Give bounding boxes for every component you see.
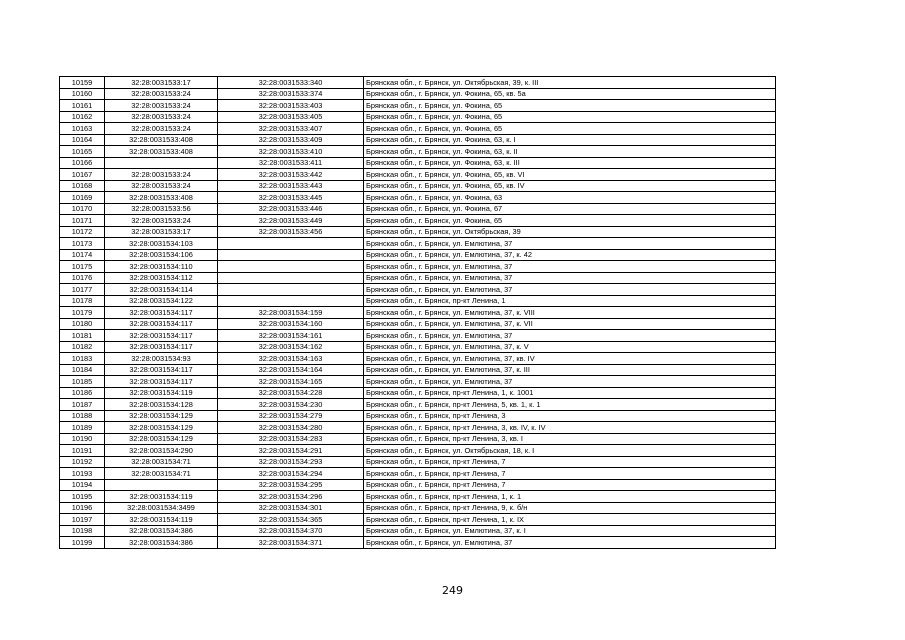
address-cell: Брянская обл., г. Брянск, ул. Емлютина, 37, к. VIII <box>364 307 776 319</box>
parent-cadastral-number-cell: 32:28:0031533:408 <box>105 192 218 204</box>
cadastral-number-cell: 32:28:0031534:163 <box>218 353 364 365</box>
parent-cadastral-number-cell: 32:28:0031534:106 <box>105 249 218 261</box>
cadastral-number-cell: 32:28:0031534:228 <box>218 387 364 399</box>
cadastral-number-cell <box>218 261 364 273</box>
row-number-cell: 10187 <box>60 399 105 411</box>
cadastral-number-cell: 32:28:0031533:409 <box>218 134 364 146</box>
cadastral-number-cell: 32:28:0031533:403 <box>218 100 364 112</box>
cadastral-number-cell <box>218 249 364 261</box>
row-number-cell: 10186 <box>60 387 105 399</box>
table-row <box>60 318 776 330</box>
cadastral-number-cell: 32:28:0031534:295 <box>218 479 364 491</box>
cadastral-number-cell: 32:28:0031534:296 <box>218 491 364 503</box>
parent-cadastral-number-cell: 32:28:0031534:129 <box>105 422 218 434</box>
cadastral-number-cell: 32:28:0031533:407 <box>218 123 364 135</box>
cadastral-number-cell: 32:28:0031534:294 <box>218 468 364 480</box>
cadastral-number-cell: 32:28:0031533:374 <box>218 88 364 100</box>
address-cell: Брянская обл., г. Брянск, ул. Фокина, 65 <box>364 123 776 135</box>
table-row <box>60 226 776 238</box>
row-number-cell: 10166 <box>60 157 105 169</box>
row-number-cell: 10184 <box>60 364 105 376</box>
cadastral-number-cell: 32:28:0031534:161 <box>218 330 364 342</box>
table-body <box>60 77 776 549</box>
cadastral-number-cell: 32:28:0031534:159 <box>218 307 364 319</box>
row-number-cell: 10194 <box>60 479 105 491</box>
parent-cadastral-number-cell: 32:28:0031533:17 <box>105 77 218 89</box>
address-cell: Брянская обл., г. Брянск, ул. Емлютина, 37, к. VII <box>364 318 776 330</box>
address-cell: Брянская обл., г. Брянск, ул. Фокина, 65, кв. 5а <box>364 88 776 100</box>
row-number-cell: 10163 <box>60 123 105 135</box>
address-cell: Брянская обл., г. Брянск, ул. Фокина, 65 <box>364 100 776 112</box>
row-number-cell: 10159 <box>60 77 105 89</box>
parent-cadastral-number-cell: 32:28:0031533:408 <box>105 146 218 158</box>
page-number: 249 <box>442 584 463 597</box>
parent-cadastral-number-cell: 32:28:0031533:408 <box>105 134 218 146</box>
row-number-cell: 10179 <box>60 307 105 319</box>
table-row <box>60 387 776 399</box>
row-number-cell: 10162 <box>60 111 105 123</box>
address-cell: Брянская обл., г. Брянск, ул. Фокина, 63, к. I <box>364 134 776 146</box>
parent-cadastral-number-cell: 32:28:0031534:71 <box>105 456 218 468</box>
address-cell: Брянская обл., г. Брянск, пр-кт Ленина, 7 <box>364 456 776 468</box>
table-row <box>60 295 776 307</box>
parent-cadastral-number-cell: 32:28:0031533:24 <box>105 100 218 112</box>
table-row <box>60 341 776 353</box>
address-cell: Брянская обл., г. Брянск, пр-кт Ленина, 3, кв. IV, к. IV <box>364 422 776 434</box>
row-number-cell: 10165 <box>60 146 105 158</box>
table-row <box>60 525 776 537</box>
parent-cadastral-number-cell: 32:28:0031534:117 <box>105 341 218 353</box>
address-cell: Брянская обл., г. Брянск, ул. Емлютина, 37 <box>364 537 776 549</box>
row-number-cell: 10170 <box>60 203 105 215</box>
row-number-cell: 10197 <box>60 514 105 526</box>
parent-cadastral-number-cell: 32:28:0031534:3499 <box>105 502 218 514</box>
cadastral-number-cell <box>218 284 364 296</box>
parent-cadastral-number-cell: 32:28:0031534:71 <box>105 468 218 480</box>
table-row <box>60 468 776 480</box>
table-row <box>60 157 776 169</box>
parent-cadastral-number-cell: 32:28:0031534:122 <box>105 295 218 307</box>
row-number-cell: 10164 <box>60 134 105 146</box>
table-row <box>60 272 776 284</box>
parent-cadastral-number-cell: 32:28:0031534:103 <box>105 238 218 250</box>
row-number-cell: 10181 <box>60 330 105 342</box>
table-row <box>60 249 776 261</box>
cadastral-number-cell: 32:28:0031534:280 <box>218 422 364 434</box>
row-number-cell: 10178 <box>60 295 105 307</box>
row-number-cell: 10160 <box>60 88 105 100</box>
row-number-cell: 10173 <box>60 238 105 250</box>
address-cell: Брянская обл., г. Брянск, пр-кт Ленина, 7 <box>364 479 776 491</box>
address-cell: Брянская обл., г. Брянск, ул. Емлютина, 37 <box>364 261 776 273</box>
table-row <box>60 353 776 365</box>
cadastral-number-cell: 32:28:0031534:230 <box>218 399 364 411</box>
row-number-cell: 10195 <box>60 491 105 503</box>
cadastral-number-cell: 32:28:0031534:301 <box>218 502 364 514</box>
address-cell: Брянская обл., г. Брянск, ул. Емлютина, 37 <box>364 330 776 342</box>
address-cell: Брянская обл., г. Брянск, ул. Емлютина, 37 <box>364 272 776 284</box>
row-number-cell: 10189 <box>60 422 105 434</box>
row-number-cell: 10183 <box>60 353 105 365</box>
parent-cadastral-number-cell <box>105 479 218 491</box>
table-row <box>60 238 776 250</box>
address-cell: Брянская обл., г. Брянск, пр-кт Ленина, 1, к. 1 <box>364 491 776 503</box>
cadastral-number-cell: 32:28:0031534:283 <box>218 433 364 445</box>
table-row <box>60 203 776 215</box>
address-cell: Брянская обл., г. Брянск, пр-кт Ленина, 5, кв. 1, к. 1 <box>364 399 776 411</box>
parent-cadastral-number-cell: 32:28:0031534:386 <box>105 525 218 537</box>
parent-cadastral-number-cell: 32:28:0031534:128 <box>105 399 218 411</box>
parent-cadastral-number-cell: 32:28:0031533:17 <box>105 226 218 238</box>
cadastral-number-cell: 32:28:0031533:411 <box>218 157 364 169</box>
row-number-cell: 10161 <box>60 100 105 112</box>
address-cell: Брянская обл., г. Брянск, ул. Фокина, 67 <box>364 203 776 215</box>
parent-cadastral-number-cell: 32:28:0031534:117 <box>105 376 218 388</box>
address-cell: Брянская обл., г. Брянск, ул. Емлютина, 37, кв. IV <box>364 353 776 365</box>
cadastral-number-cell: 32:28:0031533:445 <box>218 192 364 204</box>
parent-cadastral-number-cell: 32:28:0031533:24 <box>105 169 218 181</box>
parent-cadastral-number-cell: 32:28:0031534:110 <box>105 261 218 273</box>
address-cell: Брянская обл., г. Брянск, пр-кт Ленина, 9, к. б/н <box>364 502 776 514</box>
table-row <box>60 215 776 227</box>
table-row <box>60 111 776 123</box>
table-row <box>60 456 776 468</box>
row-number-cell: 10175 <box>60 261 105 273</box>
address-cell: Брянская обл., г. Брянск, ул. Фокина, 63, к. III <box>364 157 776 169</box>
address-cell: Брянская обл., г. Брянск, ул. Фокина, 65 <box>364 215 776 227</box>
table-row <box>60 134 776 146</box>
parent-cadastral-number-cell <box>105 157 218 169</box>
parent-cadastral-number-cell: 32:28:0031533:56 <box>105 203 218 215</box>
parent-cadastral-number-cell: 32:28:0031533:24 <box>105 123 218 135</box>
table-row <box>60 410 776 422</box>
parent-cadastral-number-cell: 32:28:0031534:112 <box>105 272 218 284</box>
table-row <box>60 537 776 549</box>
parent-cadastral-number-cell: 32:28:0031534:386 <box>105 537 218 549</box>
table-row <box>60 364 776 376</box>
cadastral-number-cell: 32:28:0031534:160 <box>218 318 364 330</box>
address-cell: Брянская обл., г. Брянск, ул. Фокина, 65, кв. VI <box>364 169 776 181</box>
table-row <box>60 307 776 319</box>
row-number-cell: 10177 <box>60 284 105 296</box>
row-number-cell: 10171 <box>60 215 105 227</box>
cadastral-number-cell: 32:28:0031534:291 <box>218 445 364 457</box>
parent-cadastral-number-cell: 32:28:0031534:117 <box>105 307 218 319</box>
cadastral-number-cell: 32:28:0031533:449 <box>218 215 364 227</box>
row-number-cell: 10188 <box>60 410 105 422</box>
address-cell: Брянская обл., г. Брянск, ул. Фокина, 63 <box>364 192 776 204</box>
row-number-cell: 10190 <box>60 433 105 445</box>
address-cell: Брянская обл., г. Брянск, ул. Емлютина, 37 <box>364 376 776 388</box>
table-row <box>60 479 776 491</box>
row-number-cell: 10196 <box>60 502 105 514</box>
row-number-cell: 10167 <box>60 169 105 181</box>
parent-cadastral-number-cell: 32:28:0031534:93 <box>105 353 218 365</box>
row-number-cell: 10192 <box>60 456 105 468</box>
cadastral-number-cell: 32:28:0031534:162 <box>218 341 364 353</box>
row-number-cell: 10199 <box>60 537 105 549</box>
address-cell: Брянская обл., г. Брянск, ул. Фокина, 63, к. II <box>364 146 776 158</box>
parent-cadastral-number-cell: 32:28:0031533:24 <box>105 180 218 192</box>
table-row <box>60 284 776 296</box>
table-row <box>60 502 776 514</box>
table-row <box>60 376 776 388</box>
cadastral-number-cell: 32:28:0031534:293 <box>218 456 364 468</box>
parent-cadastral-number-cell: 32:28:0031533:24 <box>105 111 218 123</box>
cadastral-number-cell: 32:28:0031534:164 <box>218 364 364 376</box>
row-number-cell: 10169 <box>60 192 105 204</box>
table-row <box>60 77 776 89</box>
table-row <box>60 180 776 192</box>
parent-cadastral-number-cell: 32:28:0031534:117 <box>105 330 218 342</box>
table-row <box>60 491 776 503</box>
row-number-cell: 10182 <box>60 341 105 353</box>
address-cell: Брянская обл., г. Брянск, ул. Емлютина, 37 <box>364 284 776 296</box>
row-number-cell: 10193 <box>60 468 105 480</box>
address-cell: Брянская обл., г. Брянск, пр-кт Ленина, 1 <box>364 295 776 307</box>
table-row <box>60 100 776 112</box>
address-cell: Брянская обл., г. Брянск, ул. Емлютина, 37 <box>364 238 776 250</box>
cadastral-number-cell <box>218 238 364 250</box>
cadastral-number-cell: 32:28:0031533:405 <box>218 111 364 123</box>
table-row <box>60 261 776 273</box>
parent-cadastral-number-cell: 32:28:0031534:114 <box>105 284 218 296</box>
row-number-cell: 10198 <box>60 525 105 537</box>
parent-cadastral-number-cell: 32:28:0031534:290 <box>105 445 218 457</box>
cadastral-number-cell: 32:28:0031534:371 <box>218 537 364 549</box>
cadastral-number-cell: 32:28:0031533:442 <box>218 169 364 181</box>
address-cell: Брянская обл., г. Брянск, пр-кт Ленина, 1, к. IX <box>364 514 776 526</box>
row-number-cell: 10168 <box>60 180 105 192</box>
parent-cadastral-number-cell: 32:28:0031534:119 <box>105 514 218 526</box>
parent-cadastral-number-cell: 32:28:0031534:117 <box>105 318 218 330</box>
address-cell: Брянская обл., г. Брянск, ул. Октябрьская, 39, к. III <box>364 77 776 89</box>
address-cell: Брянская обл., г. Брянск, ул. Октябрьская, 18, к. I <box>364 445 776 457</box>
cadastral-number-cell <box>218 272 364 284</box>
table-row <box>60 422 776 434</box>
cadastral-number-cell <box>218 295 364 307</box>
table-row <box>60 399 776 411</box>
table-row <box>60 330 776 342</box>
parent-cadastral-number-cell: 32:28:0031534:119 <box>105 491 218 503</box>
address-cell: Брянская обл., г. Брянск, ул. Емлютина, 37, к. III <box>364 364 776 376</box>
cadastral-number-cell: 32:28:0031533:443 <box>218 180 364 192</box>
row-number-cell: 10174 <box>60 249 105 261</box>
row-number-cell: 10185 <box>60 376 105 388</box>
address-cell: Брянская обл., г. Брянск, пр-кт Ленина, 1, к. 1001 <box>364 387 776 399</box>
table-row <box>60 514 776 526</box>
address-cell: Брянская обл., г. Брянск, ул. Фокина, 65, кв. IV <box>364 180 776 192</box>
row-number-cell: 10191 <box>60 445 105 457</box>
address-cell: Брянская обл., г. Брянск, ул. Октябрьская, 39 <box>364 226 776 238</box>
cadastral-number-cell: 32:28:0031533:340 <box>218 77 364 89</box>
address-cell: Брянская обл., г. Брянск, ул. Емлютина, 37, к. I <box>364 525 776 537</box>
cadastral-number-cell: 32:28:0031533:456 <box>218 226 364 238</box>
address-cell: Брянская обл., г. Брянск, пр-кт Ленина, 3 <box>364 410 776 422</box>
address-cell: Брянская обл., г. Брянск, ул. Фокина, 65 <box>364 111 776 123</box>
table-row <box>60 88 776 100</box>
table-row <box>60 123 776 135</box>
row-number-cell: 10176 <box>60 272 105 284</box>
cadastral-number-cell: 32:28:0031533:446 <box>218 203 364 215</box>
row-number-cell: 10172 <box>60 226 105 238</box>
cadastral-number-cell: 32:28:0031534:279 <box>218 410 364 422</box>
cadastral-number-cell: 32:28:0031534:370 <box>218 525 364 537</box>
parent-cadastral-number-cell: 32:28:0031534:129 <box>105 433 218 445</box>
address-cell: Брянская обл., г. Брянск, ул. Емлютина, 37, к. 42 <box>364 249 776 261</box>
parent-cadastral-number-cell: 32:28:0031534:119 <box>105 387 218 399</box>
row-number-cell: 10180 <box>60 318 105 330</box>
table-row <box>60 146 776 158</box>
cadastral-number-cell: 32:28:0031534:365 <box>218 514 364 526</box>
table-row <box>60 445 776 457</box>
cadastral-number-cell: 32:28:0031533:410 <box>218 146 364 158</box>
cadastral-number-cell: 32:28:0031534:165 <box>218 376 364 388</box>
table-row <box>60 169 776 181</box>
table-row <box>60 433 776 445</box>
address-cell: Брянская обл., г. Брянск, пр-кт Ленина, 7 <box>364 468 776 480</box>
address-cell: Брянская обл., г. Брянск, ул. Емлютина, 37, к. V <box>364 341 776 353</box>
table-row <box>60 192 776 204</box>
address-cell: Брянская обл., г. Брянск, пр-кт Ленина, 3, кв. I <box>364 433 776 445</box>
parent-cadastral-number-cell: 32:28:0031534:117 <box>105 364 218 376</box>
parent-cadastral-number-cell: 32:28:0031533:24 <box>105 88 218 100</box>
parent-cadastral-number-cell: 32:28:0031534:129 <box>105 410 218 422</box>
parent-cadastral-number-cell: 32:28:0031533:24 <box>105 215 218 227</box>
cadastral-table <box>59 76 776 549</box>
